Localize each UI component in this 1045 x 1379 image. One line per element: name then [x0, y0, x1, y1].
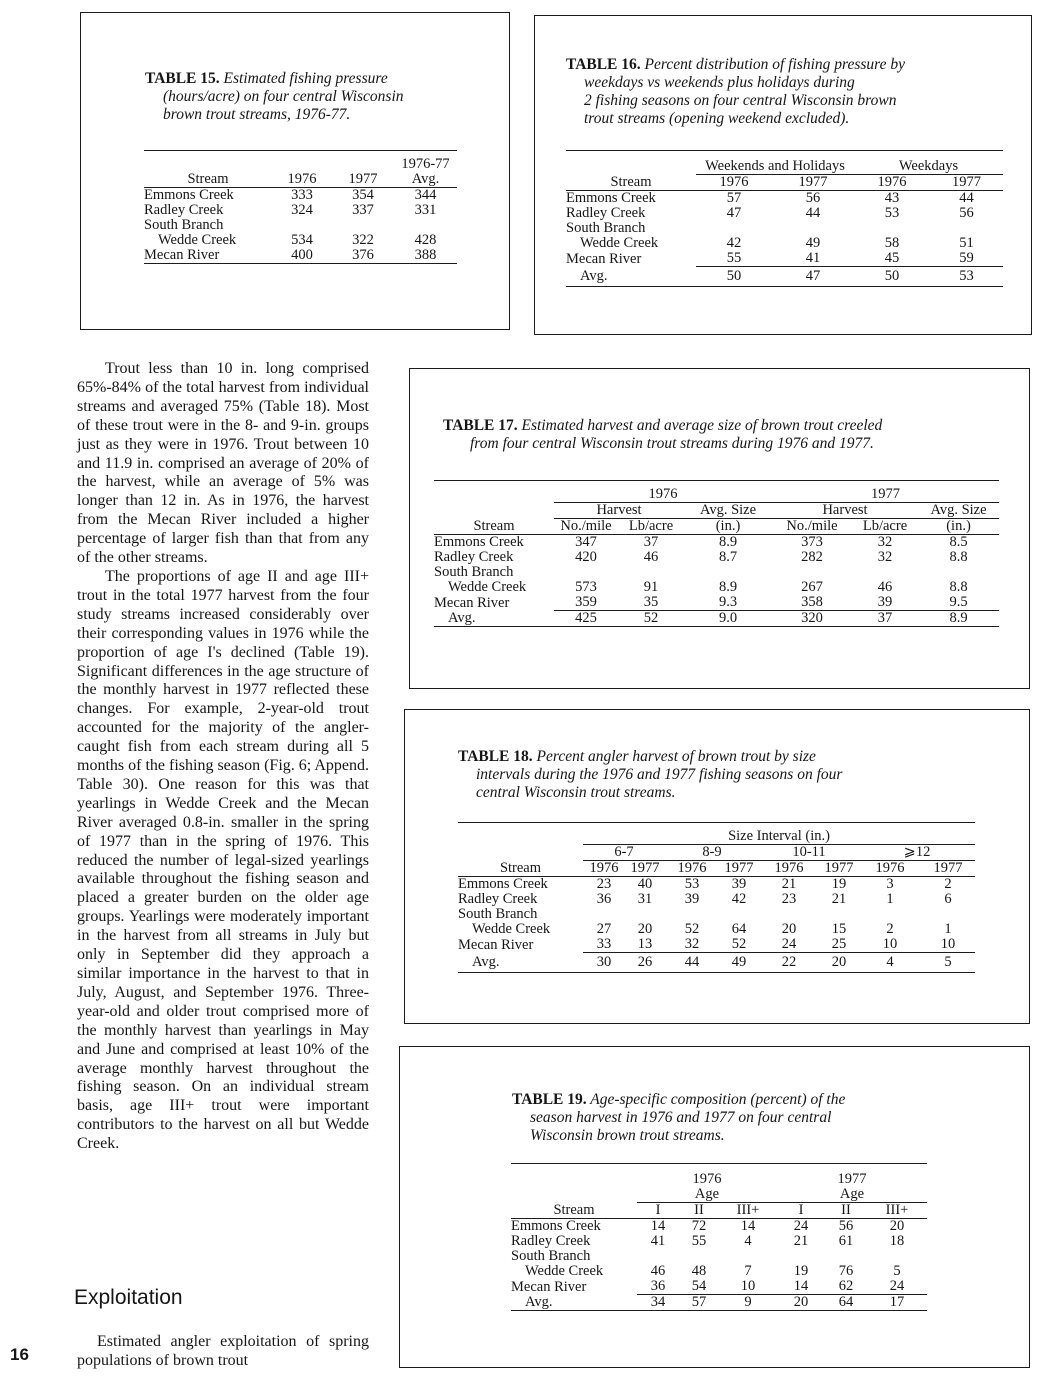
table-row: Mecan River 36 54 10 14 62 24: [511, 1279, 927, 1295]
table19-year: 1977: [837, 1171, 867, 1187]
table16-label: TABLE 16.: [566, 56, 641, 73]
table19-header: II: [679, 1203, 719, 1219]
table-row: Mecan River 55 41 45 59: [566, 251, 1003, 267]
table16-header: Stream: [566, 175, 696, 191]
section-heading: Exploitation: [74, 1286, 183, 1309]
table-row: Radley Creek 324 337 331: [144, 202, 437, 218]
table19-header: Stream: [511, 1203, 637, 1219]
page-number: 16: [10, 1345, 29, 1364]
table-row: Wedde Creek 42 49 58 51: [580, 235, 974, 251]
table-row: Emmons Creek 23 40 53 39 21 19 3 2: [458, 876, 952, 892]
table18-header: 1977: [921, 861, 975, 877]
table17-header: (in.): [918, 519, 999, 535]
table-row: Mecan River 359 35 9.3 358 39 9.5: [434, 595, 999, 611]
table19-age-label: Age: [637, 1187, 777, 1203]
table17-header: No./mile: [772, 519, 852, 535]
table18-interval: 10-11: [759, 845, 859, 861]
table18-interval: 8-9: [665, 845, 759, 861]
table-row: Emmons Creek 14 72 14 24 56 20: [511, 1218, 905, 1234]
table19-age-label: Age: [777, 1187, 927, 1203]
table-row: South Branch: [458, 906, 538, 922]
table19-header: II: [825, 1203, 867, 1219]
table19-header: I: [777, 1203, 825, 1219]
table19-header: I: [637, 1203, 679, 1219]
table-row: Wedde Creek 534 322 428: [158, 232, 437, 248]
table19-caption: TABLE 19. Age-specific composition (percent) of the season harvest in 1976 and 1977 on four central Wisconsin brown trout streams.: [512, 1091, 846, 1144]
table18-super-header: Size Interval (in.): [583, 823, 975, 845]
table19-label: TABLE 19.: [512, 1091, 587, 1108]
table16-header: 1977: [772, 175, 854, 191]
table15-header: 1976: [272, 172, 332, 188]
table15-label: TABLE 15.: [145, 70, 220, 87]
table18-header: 1977: [819, 861, 859, 877]
table-row: Wedde Creek 573 91 8.9 267 46 8.8: [448, 579, 968, 595]
table18-header: 1976: [759, 861, 819, 877]
table-row: South Branch: [511, 1248, 591, 1264]
table-row: Radley Creek 420 46 8.7 282 32 8.8: [434, 549, 968, 565]
table17: 1976 1977 Harvest Avg. Size Harvest Avg. Size Stream No./mile Lb/acre (in.) No./mile Lb/acre (in.) Emmons Creek 347 37 8.9 373 32 8.5 Radley Creek 420 46 8.7 282 32 8.8 South Branch Wedde Creek 573 91 8.9 267 46 8.8 Mecan River 359 35 9.3 358 39 9.5 Avg. 425 52 9.0 320 37 8.9: [434, 480, 999, 627]
table15-header: 1976-77: [401, 156, 450, 172]
table-row: Emmons Creek 347 37 8.9 373 32 8.5: [434, 534, 968, 550]
paragraph: Estimated angler exploitation of spring populations of brown trout: [77, 1333, 369, 1369]
table16: [566, 150, 1003, 287]
table16-header: 1976: [696, 175, 772, 191]
table18-interval: 6-7: [583, 845, 665, 861]
table18-header: 1976: [665, 861, 719, 877]
table17-label: TABLE 17.: [443, 417, 518, 434]
table17-header: No./mile: [554, 519, 618, 535]
table17-caption: TABLE 17. Estimated harvest and average size of brown trout creeled from four central Wisconsin trout streams during 1976 and 1977.: [443, 417, 883, 452]
table-row-avg: Avg. 50 47 50 53: [566, 267, 1003, 287]
table18-caption: TABLE 18. Percent angler harvest of brown trout by size intervals during the 1976 and 1977 fishing seasons on four central Wisconsin trout streams.: [458, 748, 843, 801]
table17-header: Stream: [434, 519, 554, 535]
table19-header: III+: [867, 1203, 927, 1219]
table-row: Wedde Creek 46 48 7 19 76 5: [525, 1263, 901, 1279]
table17-header: Lb/acre: [618, 519, 684, 535]
table-row: Radley Creek 36 31 39 42 23 21 1 6: [458, 891, 952, 907]
table18-header: 1977: [625, 861, 665, 877]
table18-header: 1976: [859, 861, 921, 877]
table18-header: 1976: [583, 861, 625, 877]
paragraph: Trout less than 10 in. long comprised 65%-84% of the total harvest from individual streams and averaged 75% (Table 18). Most of these trout were in the 8- and 9-in. groups just as they were in 1976. Trout between 10 and 11.9 in. comprised an average of 20% of the harvest, while an average of 5% was longer than 12 in. As in 1976, the harvest from the Mecan River included a higher percentage of larger fish than that from any of the other streams.: [77, 360, 369, 567]
table-row-avg: Avg. 425 52 9.0 320 37 8.9: [434, 611, 999, 627]
table16-group-header: Weekdays: [854, 151, 1003, 175]
body-text: [77, 360, 369, 1154]
table18: [458, 822, 975, 973]
table16-header: 1977: [930, 175, 1003, 191]
table15: [144, 150, 457, 264]
paragraph: The proportions of age II and age III+ trout in the total 1977 harvest from the four study streams increased considerably over their corresponding values in 1976 while the proportion of age I's declined (Table 19). Significant differences in the age structure of the monthly harvest in 1977 reflected these changes. For example, 2-year-old trout accounted for the majority of the angler-caught fish from each stream during all 5 months of the fishing season (Fig. 6; Append. Table 30). One reason for this was that yearlings in Wedde Creek and the Mecan River averaged 0.8-in. smaller in the spring of 1977 than in the spring of 1976. This reduced the number of legal-sized yearlings available throughout the fishing season and placed a greater burden on the older age groups. Yearlings were moderately important in the harvest from all streams in July but only in September did they approach a similar importance in the harvest to that in July, August, and September 1976. Three-year-old and older trout comprised more of the monthly harvest than yearlings in May and June and comprised at least 10% of the average monthly harvest throughout the fishing season. On an individual stream basis, age III+ trout were important contributors to the harvest on all but Wedde Creek.: [77, 567, 369, 1153]
table15-caption: TABLE 15. Estimated fishing pressure (hours/acre) on four central Wisconsin brown trout streams, 1976-77.: [145, 70, 404, 123]
table-row: South Branch: [434, 564, 514, 580]
table15-header: 1977: [332, 172, 394, 188]
table18-interval: ⩾12: [859, 845, 975, 861]
table-row-avg: Avg. 30 26 44 49 22 20 4 5: [458, 953, 975, 973]
table-row: Emmons Creek 57 56 43 44: [566, 190, 974, 206]
table-row: Radley Creek 47 44 53 56: [566, 205, 974, 221]
table17-header: (in.): [684, 519, 772, 535]
table18-header: Stream: [458, 861, 583, 877]
table17-header: Lb/acre: [852, 519, 918, 535]
table17-year: 1976: [554, 481, 772, 503]
table19-header: III+: [719, 1203, 777, 1219]
table18-header: 1977: [719, 861, 759, 877]
table17-year: 1977: [772, 481, 999, 503]
table19: [511, 1163, 927, 1311]
table-row: Emmons Creek 333 354 344: [144, 187, 437, 203]
table16-group-header: Weekends and Holidays: [696, 151, 854, 175]
table-row: South Branch: [144, 217, 224, 233]
table-row-avg: Avg. 34 57 9 20 64 17: [511, 1295, 927, 1311]
table-row: Wedde Creek 27 20 52 64 20 15 2 1: [472, 921, 952, 937]
table-row: Mecan River 33 13 32 52 24 25 10 10: [458, 937, 975, 953]
table19-year: 1976: [692, 1171, 722, 1187]
table18-label: TABLE 18.: [458, 748, 533, 765]
table-row: Mecan River 400 376 388: [144, 248, 457, 264]
table15-header: Stream: [144, 172, 272, 188]
table-row: South Branch: [566, 220, 646, 236]
bottom-text: [77, 1332, 369, 1370]
table16-caption: TABLE 16. Percent distribution of fishing pressure by weekdays vs weekends plus holidays during 2 fishing seasons on four central Wisconsin brown trout streams (opening weekend excluded).: [566, 56, 905, 127]
table-row: Radley Creek 41 55 4 21 61 18: [511, 1233, 905, 1249]
table16-header: 1976: [854, 175, 930, 191]
table15-header: Avg.: [394, 172, 457, 188]
